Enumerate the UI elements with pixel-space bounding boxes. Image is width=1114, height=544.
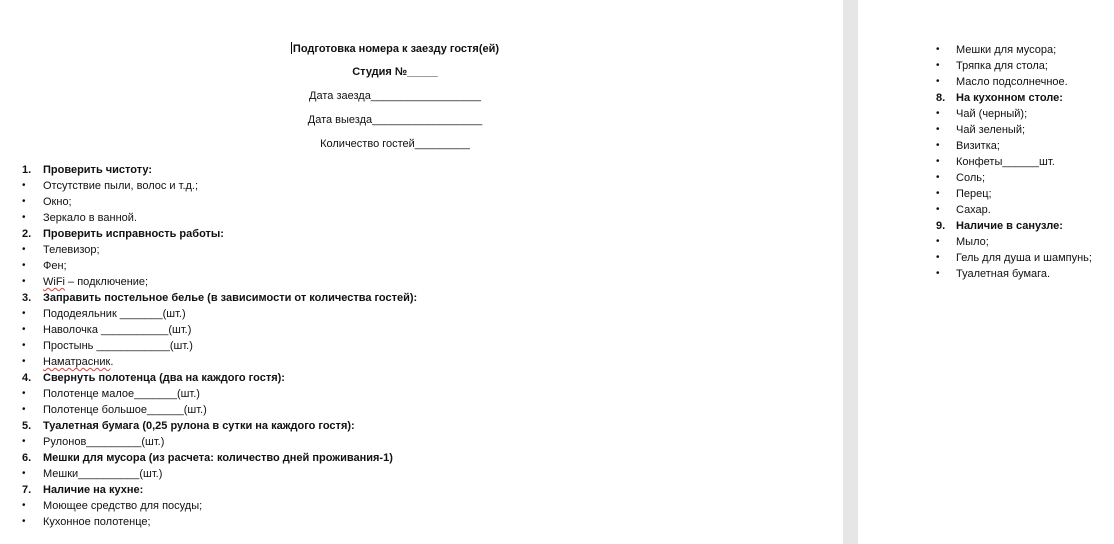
section-number: 4. xyxy=(22,372,32,384)
list-item-text: Проверить чистоту: xyxy=(43,164,153,176)
list-item-text xyxy=(43,354,113,370)
document-title: Подготовка номера к заезду гостя(ей) xyxy=(292,43,500,55)
list-item-text: Полотенце малое_______(шт.) xyxy=(43,388,200,400)
section-number: 9. xyxy=(936,220,946,232)
bullet-icon: • xyxy=(936,188,940,199)
list-item-text: Зеркало в ванной. xyxy=(43,212,137,224)
list-item-text: Кухонное полотенце; xyxy=(43,516,151,528)
list-item-text: Чай зеленый; xyxy=(956,124,1026,136)
list-item-text: Заправить постельное белье (в зависимости от количества гостей): xyxy=(43,292,418,304)
list-item-text: Пододеяльник _______(шт.) xyxy=(43,308,186,320)
bullet-icon: • xyxy=(22,388,26,399)
checkout-date: Дата выезда__________________ xyxy=(307,114,483,126)
list-item-text: Соль; xyxy=(956,172,986,184)
bullet-icon: • xyxy=(936,124,940,135)
list-item-text: Полотенце большое______(шт.) xyxy=(43,404,207,416)
bullet-icon: • xyxy=(936,236,940,247)
list-item-text: Телевизор; xyxy=(43,244,100,256)
list-item-text xyxy=(43,274,148,290)
bullet-icon: • xyxy=(936,140,940,151)
list-item-text: Туалетная бумага (0,25 рулона в сутки на каждого гостя): xyxy=(43,420,355,432)
bullet-icon: • xyxy=(936,44,940,55)
bullet-icon: • xyxy=(936,204,940,215)
list-item-text: Масло подсолнечное. xyxy=(956,76,1068,88)
list-item-text: Наличие на кухне: xyxy=(43,484,144,496)
section-number: 5. xyxy=(22,420,32,432)
text-cursor xyxy=(291,42,292,54)
list-item-text: Наличие в санузле: xyxy=(956,220,1063,232)
document-page-2[interactable] xyxy=(858,0,1114,544)
bullet-icon: • xyxy=(22,356,26,367)
list-item-text-rest: – подключение; xyxy=(65,276,149,288)
bullet-icon: • xyxy=(936,268,940,279)
bullet-icon: • xyxy=(22,196,26,207)
bullet-icon: • xyxy=(936,60,940,71)
page-gutter xyxy=(843,0,858,544)
list-item-text: Фен; xyxy=(43,260,67,272)
list-item-text: Тряпка для стола; xyxy=(956,60,1048,72)
list-item-text: На кухонном столе: xyxy=(956,92,1063,104)
bullet-icon: • xyxy=(22,436,26,447)
bullet-icon: • xyxy=(22,468,26,479)
list-item-text: Наволочка ___________(шт.) xyxy=(43,324,192,336)
list-item-text: Гель для душа и шампунь; xyxy=(956,252,1092,264)
list-item-text: Простынь ____________(шт.) xyxy=(43,340,193,352)
list-item-text: Перец; xyxy=(956,188,992,200)
list-item-text: Свернуть полотенца (два на каждого гостя): xyxy=(43,372,285,384)
bullet-icon: • xyxy=(22,244,26,255)
list-item-text: Отсутствие пыли, волос и т.д.; xyxy=(43,180,199,192)
list-item-text: Чай (черный); xyxy=(956,108,1028,120)
list-item-text: Мешки__________(шт.) xyxy=(43,468,163,480)
list-item-text-rest: . xyxy=(110,356,114,368)
list-item-text: Сахар. xyxy=(956,204,991,216)
list-item-text: Рулонов_________(шт.) xyxy=(43,436,165,448)
bullet-icon: • xyxy=(22,276,26,287)
list-item-text: Окно; xyxy=(43,196,72,208)
bullet-icon: • xyxy=(22,404,26,415)
bullet-icon: • xyxy=(936,156,940,167)
list-item-text: Мешки для мусора (из расчета: количество дней проживания-1) xyxy=(43,452,393,464)
spelling-error-mark: WiFi xyxy=(43,276,65,288)
bullet-icon: • xyxy=(22,516,26,527)
bullet-icon: • xyxy=(936,76,940,87)
section-number: 3. xyxy=(22,292,32,304)
section-number: 2. xyxy=(22,228,32,240)
list-item-text: Мешки для мусора; xyxy=(956,44,1057,56)
checkin-date: Дата заезда__________________ xyxy=(309,90,481,102)
bullet-icon: • xyxy=(22,260,26,271)
bullet-icon: • xyxy=(22,324,26,335)
list-item-text: Визитка; xyxy=(956,140,1000,152)
bullet-icon: • xyxy=(936,172,940,183)
bullet-icon: • xyxy=(22,308,26,319)
bullet-icon: • xyxy=(22,340,26,351)
studio-number: Студия №_____ xyxy=(352,66,438,78)
list-item-text: Моющее средство для посуды; xyxy=(43,500,203,512)
list-item-text: Туалетная бумага. xyxy=(956,268,1051,280)
section-number: 6. xyxy=(22,452,32,464)
section-number: 7. xyxy=(22,484,32,496)
bullet-icon: • xyxy=(22,180,26,191)
guest-count: Количество гостей_________ xyxy=(320,138,470,150)
section-number: 8. xyxy=(936,92,946,104)
spelling-error-mark: Наматрасник xyxy=(43,356,111,368)
bullet-icon: • xyxy=(22,212,26,223)
bullet-icon: • xyxy=(936,252,940,263)
list-item-text: Конфеты______шт. xyxy=(956,156,1055,168)
list-item-text: Проверить исправность работы: xyxy=(43,228,224,240)
section-number: 1. xyxy=(22,164,32,176)
bullet-icon: • xyxy=(22,500,26,511)
list-item-text: Мыло; xyxy=(956,236,989,248)
bullet-icon: • xyxy=(936,108,940,119)
